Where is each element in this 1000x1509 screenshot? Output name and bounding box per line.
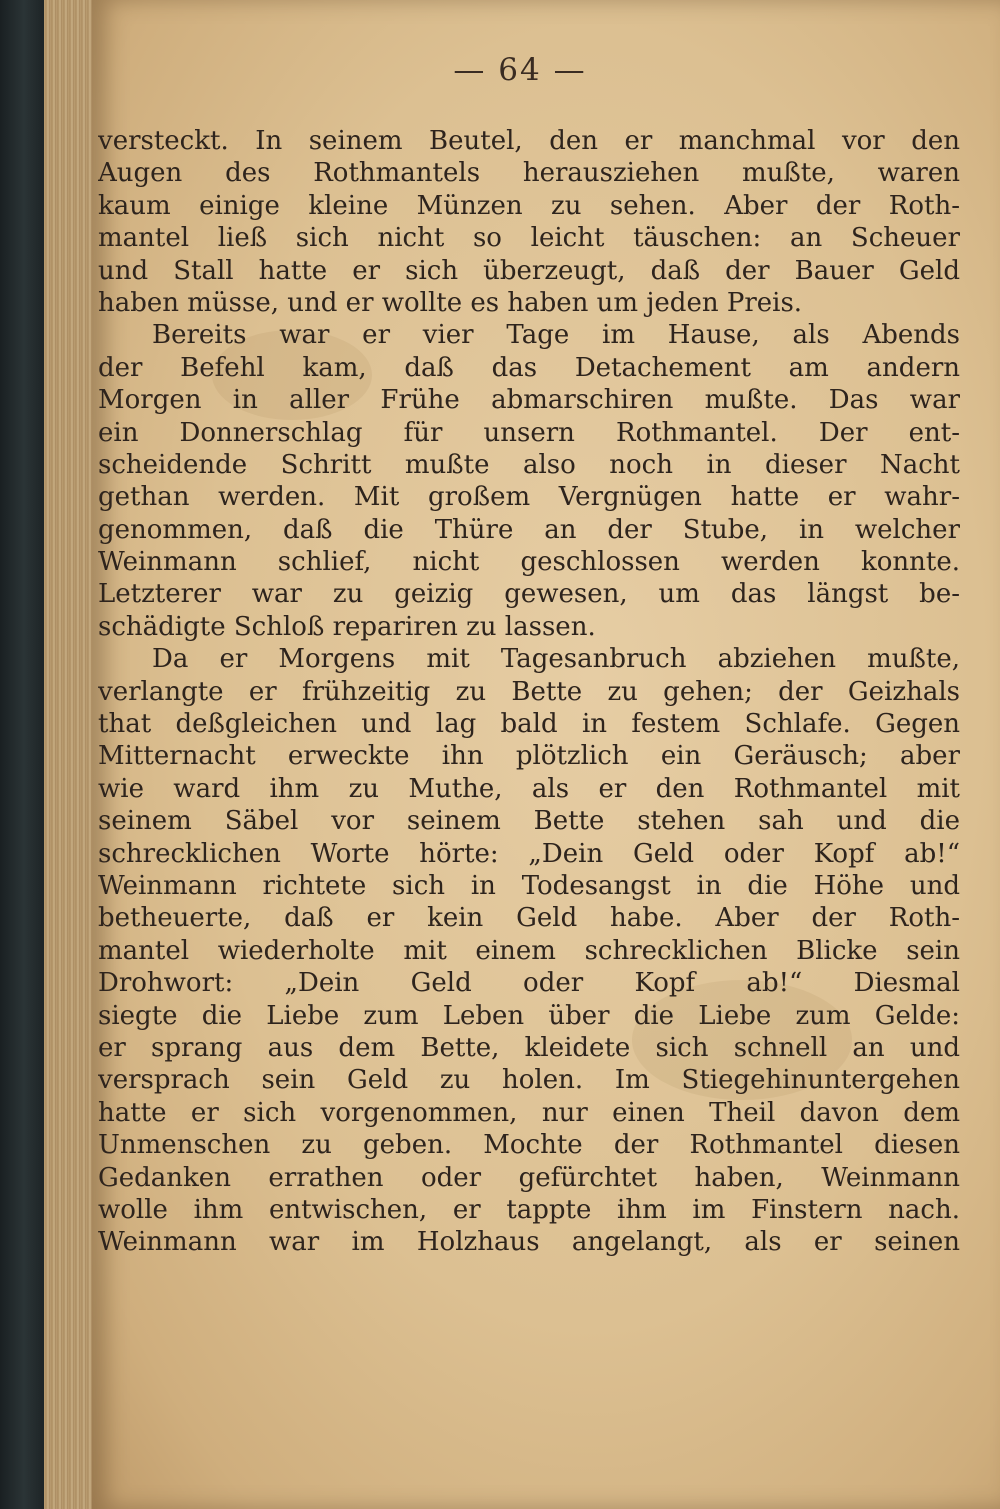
text-line: Da er Morgens mit Tagesanbruch abziehen mußte, bbox=[152, 644, 960, 675]
text-line: mantel ließ sich nicht so leicht täuschen: an Scheuer bbox=[98, 223, 960, 254]
text-line: versteckt. In seinem Beutel, den er manchmal vor den bbox=[98, 126, 960, 156]
text-line: gethan werden. Mit großem Vergnügen hatte er wahr- bbox=[98, 482, 960, 513]
text-line: Gedanken errathen oder gefürchtet haben, Weinmann bbox=[98, 1162, 960, 1193]
text-line: mantel wiederholte mit einem schrecklichen Blicke sein bbox=[98, 935, 960, 966]
text-line: verlangte er frühzeitig zu Bette zu gehen; der Geizhals bbox=[98, 676, 960, 707]
page-number: — 64 — bbox=[453, 52, 587, 88]
text-line: siegte die Liebe zum Leben über die Liebe zum Gelde: bbox=[98, 1000, 960, 1031]
text-line: Letzterer war zu geizig gewesen, um das längst be- bbox=[98, 579, 960, 610]
text-line: hatte er sich vorgenommen, nur einen Theil davon dem bbox=[98, 1097, 960, 1128]
text-line: er sprang aus dem Bette, kleidete sich schnell an und bbox=[98, 1032, 960, 1063]
text-line: Weinmann war im Holzhaus angelangt, als er seinen bbox=[98, 1227, 960, 1258]
text-line: scheidende Schritt mußte also noch in dieser Nacht bbox=[98, 449, 960, 480]
text-line: der Befehl kam, daß das Detachement am andern bbox=[98, 352, 960, 383]
text-line: schädigte Schloß repariren zu lassen. bbox=[98, 611, 596, 642]
body-text bbox=[98, 125, 960, 1259]
text-line: Mitternacht erweckte ihn plötzlich ein Geräusch; aber bbox=[98, 741, 960, 772]
text-line: Bereits war er vier Tage im Hause, als Abends bbox=[152, 320, 960, 351]
text-line: Weinmann richtete sich in Todesangst in die Höhe und bbox=[98, 870, 960, 901]
text-line: betheuerte, daß er kein Geld habe. Aber der Roth- bbox=[98, 903, 960, 934]
text-line: wolle ihm entwischen, er tappte ihm im Finstern nach. bbox=[98, 1194, 960, 1225]
text-line: Drohwort: „Dein Geld oder Kopf ab!“ Diesmal bbox=[98, 968, 960, 999]
text-line: ein Donnerschlag für unsern Rothmantel. Der ent- bbox=[98, 417, 960, 448]
text-line: genommen, daß die Thüre an der Stube, in welcher bbox=[98, 514, 960, 545]
text-line: und Stall hatte er sich überzeugt, daß der Bauer Geld bbox=[98, 255, 960, 286]
text-line: Weinmann schlief, nicht geschlossen werden konnte. bbox=[98, 547, 960, 578]
text-line: wie ward ihm zu Muthe, als er den Rothmantel mit bbox=[98, 773, 960, 804]
text-line: seinem Säbel vor seinem Bette stehen sah und die bbox=[98, 806, 960, 837]
text-line: schrecklichen Worte hörte: „Dein Geld oder Kopf ab!“ bbox=[98, 838, 960, 869]
text-line: Augen des Rothmantels herausziehen mußte, waren bbox=[98, 158, 960, 189]
text-line: Unmenschen zu geben. Mochte der Rothmantel diesen bbox=[98, 1130, 960, 1161]
text-line: versprach sein Geld zu holen. Im Stiegehinuntergehen bbox=[98, 1065, 960, 1096]
text-line: haben müsse, und er wollte es haben um jeden Preis. bbox=[98, 287, 803, 318]
text-line: that deßgleichen und lag bald in festem Schlafe. Gegen bbox=[98, 709, 960, 740]
text-line: kaum einige kleine Münzen zu sehen. Aber der Roth- bbox=[98, 190, 960, 221]
text-line: Morgen in aller Frühe abmarschiren mußte. Das war bbox=[98, 385, 960, 416]
